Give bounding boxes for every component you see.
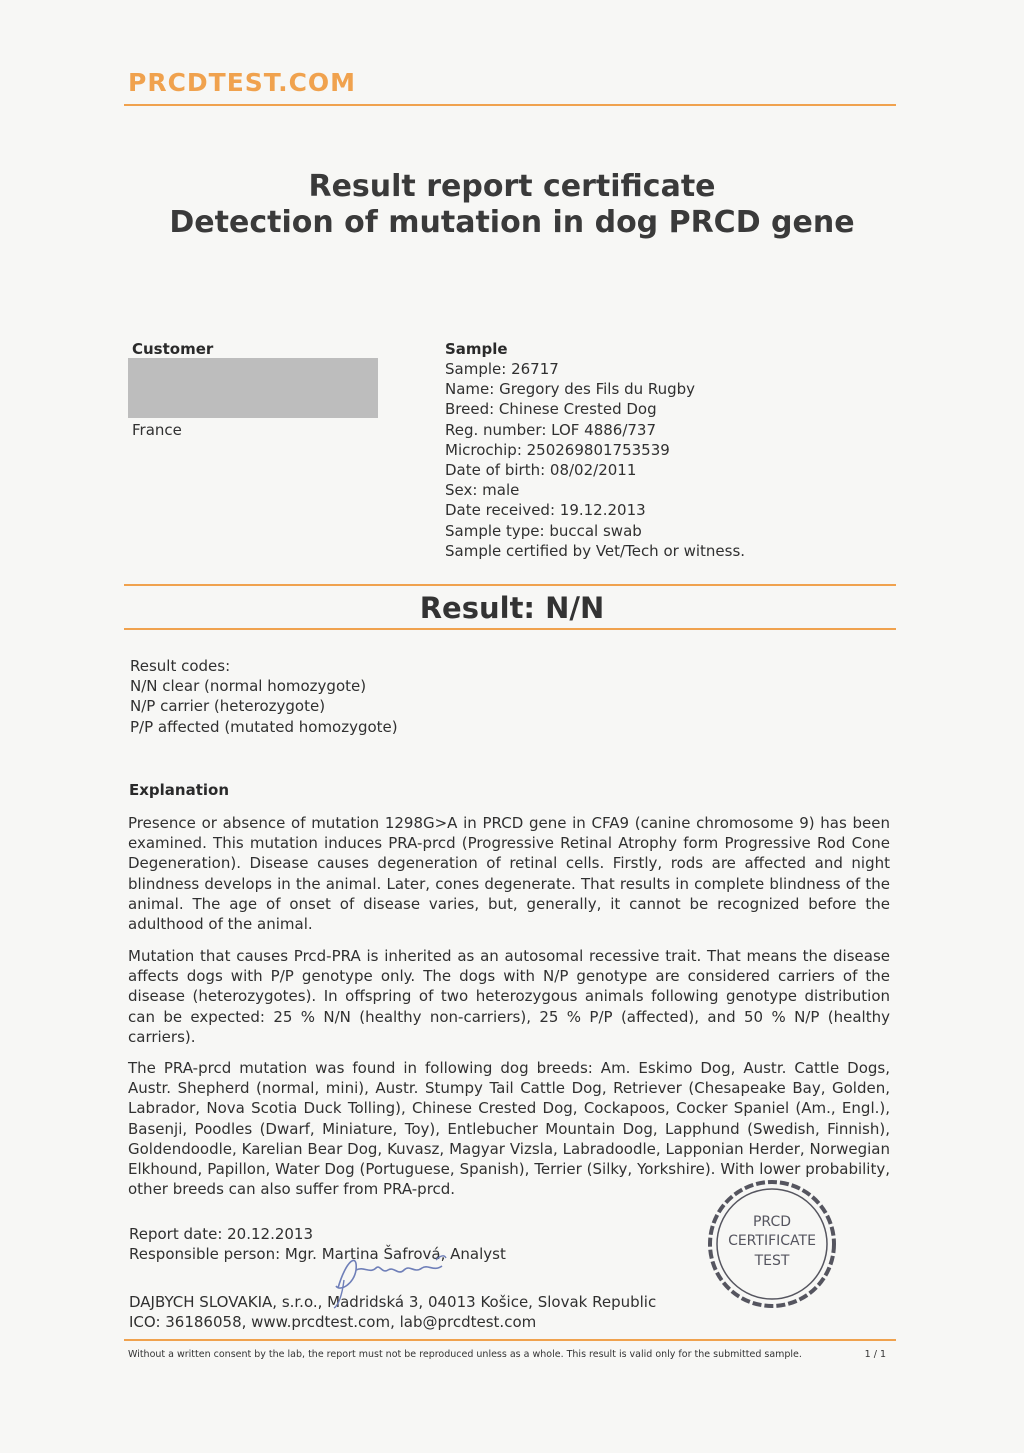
sample-heading: Sample (445, 340, 508, 358)
sample-certification: Sample certified by Vet/Tech or witness. (445, 541, 746, 560)
redacted-customer-address (128, 358, 378, 418)
explanation-paragraph-1: Presence or absence of mutation 1298G>A in PRCD gene in CFA9 (canine chromosome 9) has been examined. This mutation induces PRA-prcd (Progressive Retinal Atrophy form Progressive Rod Cone Degeneration). Disease causes degeneration of retinal cells. Firstly, rods are affected and night blindness develops in the animal. Later, cones degenerate. That results in complete blindness of the animal. The age of onset of disease varies, but, generally, it cannot be recognized before the adulthood of the animal. (128, 814, 890, 934)
result-codes-heading: Result codes: (130, 657, 231, 675)
explanation-heading: Explanation (129, 781, 230, 799)
sample-dog-name: Name: Gregory des Fils du Rugby (445, 380, 696, 399)
sample-date-received: Date received: 19.12.2013 (445, 501, 646, 520)
footer-divider (124, 1339, 896, 1341)
sample-type: Sample type: buccal swab (445, 521, 642, 540)
customer-country: France (132, 421, 182, 439)
sample-sex: Sex: male (445, 481, 520, 500)
company-contact: ICO: 36186058, www.prcdtest.com, lab@prcdtest.com (129, 1313, 537, 1332)
result-title: Result: N/N (419, 591, 605, 625)
sample-breed: Breed: Chinese Crested Dog (445, 400, 657, 419)
footer-disclaimer: Without a written consent by the lab, the report must not be reproduced unless as a whole. This result is valid only for the submitted sample. (128, 1349, 802, 1360)
explanation-paragraph-3: The PRA-prcd mutation was found in following dog breeds: Am. Eskimo Dog, Austr. Cattle Dogs, Austr. Shepherd (normal, mini), Austr. Stumpy Tail Cattle Dog, Retriever (Chesapeake Bay, Golden, Labrador, Nova Scotia Duck Tolling), Chinese Crested Dog, Cockapoos, Cocker Spaniel (Am., Engl.), Basenji, Poodles (Dwarf, Miniature, Toy), Entlebucher Mountain Dog, Lapphund (Swedish, Finnish), Goldendoodle, Karelian Bear Dog, Kuvasz, Magyar Vizsla, Labradoodle, Lapponian Herder, Norwegian Elkhound, Papillon, Water Dog (Portuguese, Spanish), Terrier (Silky, Yorkshire). With lower probability, other breeds can also suffer from PRA-prcd. (128, 1059, 890, 1199)
certificate-subtitle: Detection of mutation in dog PRCD gene (169, 205, 855, 240)
explanation-paragraph-2: Mutation that causes Prcd-PRA is inherited as an autosomal recessive trait. That means the disease affects dogs with P/P genotype only. The dogs with N/P genotype are considered carriers of the disease (heterozygotes). In offspring of two heterozygous animals following genotype distribution can be expected: 25 % N/N (healthy non-carriers), 25 % P/P (affected), and 50 % N/P (healthy carriers). (128, 947, 890, 1046)
result-bottom-divider (124, 628, 896, 630)
signature-image (318, 1240, 468, 1310)
signature-stroke (336, 1260, 442, 1288)
result-code-nn: N/N clear (normal homozygote) (130, 677, 367, 696)
page-number: 1 / 1 (864, 1349, 886, 1360)
responsible-person: Responsible person: Mgr. Martina Šafrová, Analyst (129, 1245, 506, 1264)
sample-reg-number: Reg. number: LOF 4886/737 (445, 420, 657, 439)
site-logo: PRCDTEST.COM (128, 68, 357, 97)
sample-number: Sample: 26717 (445, 360, 559, 378)
customer-heading: Customer (132, 340, 214, 358)
result-codes (130, 656, 398, 737)
header-divider (124, 104, 896, 106)
certificate-title: Result report certificate (308, 169, 716, 204)
company-address: DAJBYCH SLOVAKIA, s.r.o., Madridská 3, 04013 Košice, Slovak Republic (129, 1293, 657, 1311)
certificate-stamp (706, 1178, 838, 1310)
sample-details (445, 359, 745, 561)
stamp-line-3: TEST (754, 1253, 790, 1269)
stamp-line-1: PRCD (752, 1214, 792, 1230)
report-date: Report date: 20.12.2013 (129, 1225, 314, 1243)
result-code-np: N/P carrier (heterozygote) (130, 697, 326, 716)
sample-microchip: Microchip: 250269801753539 (445, 440, 670, 459)
result-top-divider (124, 584, 896, 586)
result-code-pp: P/P affected (mutated homozygote) (130, 717, 398, 736)
stamp-line-2: CERTIFICATE (728, 1233, 816, 1249)
sample-date-of-birth: Date of birth: 08/02/2011 (445, 461, 637, 480)
